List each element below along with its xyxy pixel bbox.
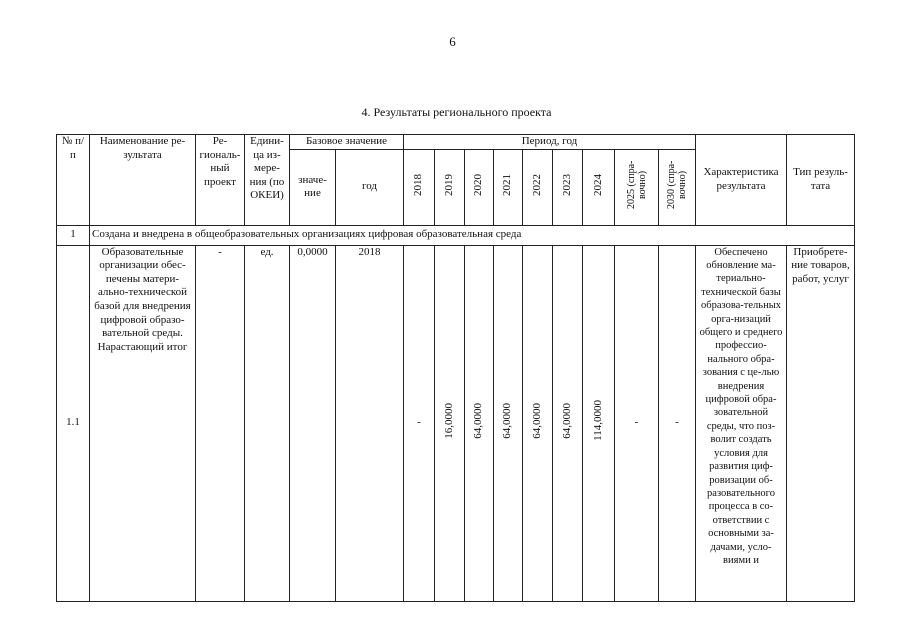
header-year-2018: 2018 (412, 173, 425, 196)
row-value-2023: 64,0000 (560, 402, 573, 439)
header-year-2025: 2025 (спра-вочно) (625, 160, 648, 209)
row-num: 1.1 (57, 245, 90, 601)
row-value-2024: 114,0000 (591, 400, 604, 442)
header-year-2019: 2019 (442, 173, 455, 196)
header-result-type: Тип резуль-тата (787, 135, 855, 226)
row-value-2019: 16,0000 (442, 402, 455, 439)
header-base-value: Базовое значение (290, 135, 404, 150)
row-value-2030: - (659, 245, 696, 601)
row-base-year: 2018 (336, 245, 404, 601)
section-row-num: 1 (57, 225, 90, 245)
row-regional-project: - (196, 245, 245, 601)
results-table (56, 134, 855, 602)
header-year-2030: 2030 (спра-вочно) (666, 160, 688, 209)
row-result-name: Образовательные организации обес-печены матери-ально-технической базой для внедрения цифровой образо-вательной среды. Нарастающий итог (90, 245, 196, 601)
header-unit: Едини-ца из-мере-ния (по ОКЕИ) (245, 135, 290, 226)
row-base-value: 0,0000 (290, 245, 336, 601)
header-base-value-value: значе-ние (290, 149, 336, 225)
row-value-2018: - (404, 245, 435, 601)
header-year-2024: 2024 (591, 173, 604, 196)
row-value-2022: 64,0000 (530, 402, 543, 439)
row-value-2021: 64,0000 (501, 402, 514, 439)
row-value-2020: 64,0000 (472, 402, 485, 439)
header-name: Наименование ре-зультата (90, 135, 196, 226)
row-unit: ед. (245, 245, 290, 601)
header-num: № п/п (57, 135, 90, 226)
row-characteristic: Обеспечено обновление ма-териально-технической базы образова-тельных орга-низаций общего и среднего профессио-нального обра-зования с це-лью внедрения цифровой обра-зовательной среды, что поз-волит создать условия для развития циф-ровизации об-разовательного процесса в со-ответствии с основными за-дачами, усло-виями и (696, 245, 787, 601)
section-row-title: Создана и внедрена в общеобразовательных организациях цифровая образовательная среда (90, 225, 855, 245)
header-year-2022: 2022 (530, 173, 543, 196)
row-result-type: Приобрете-ние товаров, работ, услуг (787, 245, 855, 601)
header-year-2023: 2023 (560, 173, 573, 196)
header-regional-project: Ре-гиональ-ный проект (196, 135, 245, 226)
header-period: Период, год (404, 135, 696, 150)
header-base-value-year: год (336, 149, 404, 225)
header-characteristic: Характеристика результата (696, 135, 787, 226)
header-year-2021: 2021 (501, 173, 514, 196)
header-year-2020: 2020 (472, 173, 485, 196)
page-number: 6 (449, 34, 456, 49)
row-value-2025: - (615, 245, 659, 601)
section-title: 4. Результаты регионального проекта (361, 105, 552, 119)
